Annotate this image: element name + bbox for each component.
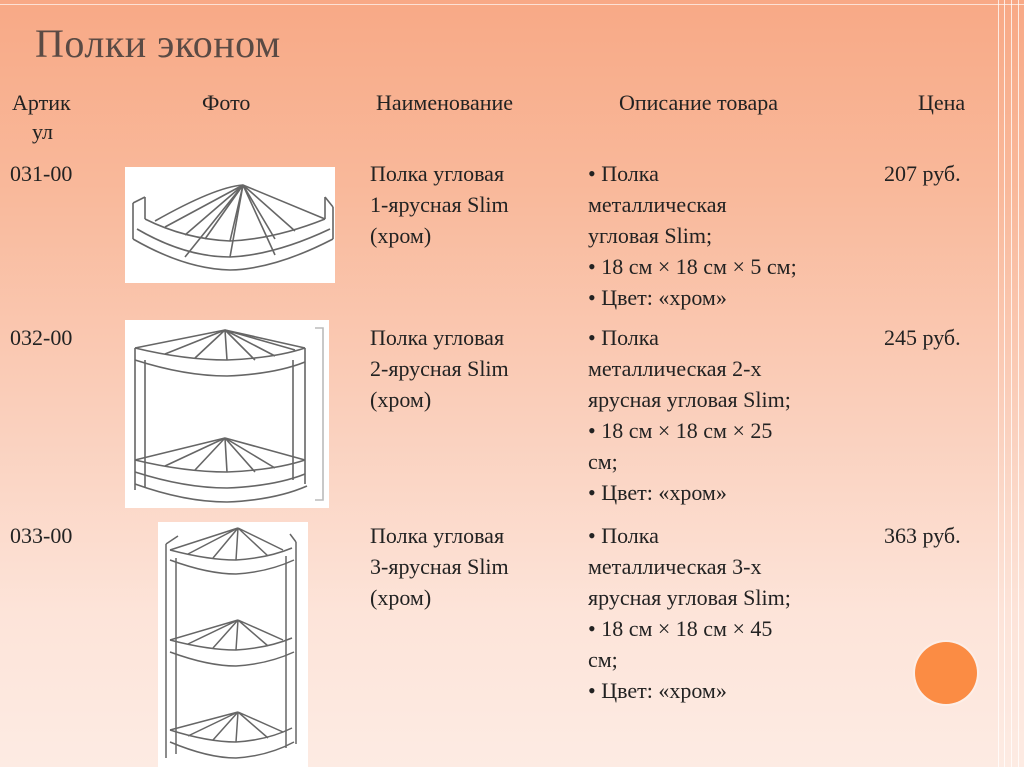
row-name-line: Полка угловая [370,523,505,548]
row-name-line: 3-ярусная Slim [370,554,509,579]
description-line: • Полка [588,322,878,353]
row-article: 032-00 [10,325,73,350]
frame-line-right-4 [1018,0,1019,767]
row-name-line: Полка угловая [370,161,505,186]
decorative-circle [915,642,977,704]
row-name [370,158,570,251]
row-name-line: (хром) [370,387,432,412]
corner-shelf-3-tier-icon [158,522,308,767]
row-name [370,322,570,415]
header-article-line1: Артик [12,90,71,115]
description-line: • Цвет: «хром» [588,675,878,706]
frame-line-right-1 [998,0,999,767]
description-line: • Цвет: «хром» [588,477,878,508]
description-line: металлическая 2-х [588,356,762,381]
corner-shelf-1-tier-icon [125,167,335,283]
product-photo [158,522,308,767]
description-line: см; [588,449,618,474]
row-name-line: (хром) [370,223,432,248]
row-description [588,158,878,313]
row-price: 245 руб. [884,325,961,350]
description-line: • Полка [588,520,878,551]
description-line: • 18 см × 18 см × 25 [588,415,878,446]
row-price: 207 руб. [884,161,961,186]
product-photo [125,320,329,508]
description-line: ярусная угловая Slim; [588,585,791,610]
header-description: Описание товара [619,90,778,115]
row-description [588,520,878,706]
header-photo: Фото [202,90,251,115]
frame-line-top [0,4,1024,5]
row-article: 033-00 [10,523,73,548]
header-price: Цена [918,90,966,115]
row-name-line: Полка угловая [370,325,505,350]
description-line: • 18 см × 18 см × 5 см; [588,251,878,282]
description-line: металлическая [588,192,727,217]
corner-shelf-2-tier-icon [125,320,329,508]
row-article: 031-00 [10,161,73,186]
row-name-line: (хром) [370,585,432,610]
row-name-line: 1-ярусная Slim [370,192,509,217]
description-line: • 18 см × 18 см × 45 [588,613,878,644]
header-article-line2: ул [32,119,54,144]
row-name-line: 2-ярусная Slim [370,356,509,381]
frame-line-right-2 [1004,0,1005,767]
description-line: металлическая 3-х [588,554,762,579]
description-line: • Полка [588,158,878,189]
header-article [12,88,92,146]
header-name: Наименование [376,90,514,115]
description-line: см; [588,647,618,672]
description-line: угловая Slim; [588,223,713,248]
frame-line-right-3 [1011,0,1012,767]
page-title: Полки эконом [35,21,281,66]
row-price: 363 руб. [884,523,961,548]
product-photo [125,167,335,283]
row-description [588,322,878,508]
row-name [370,520,570,613]
description-line: • Цвет: «хром» [588,282,878,313]
description-line: ярусная угловая Slim; [588,387,791,412]
